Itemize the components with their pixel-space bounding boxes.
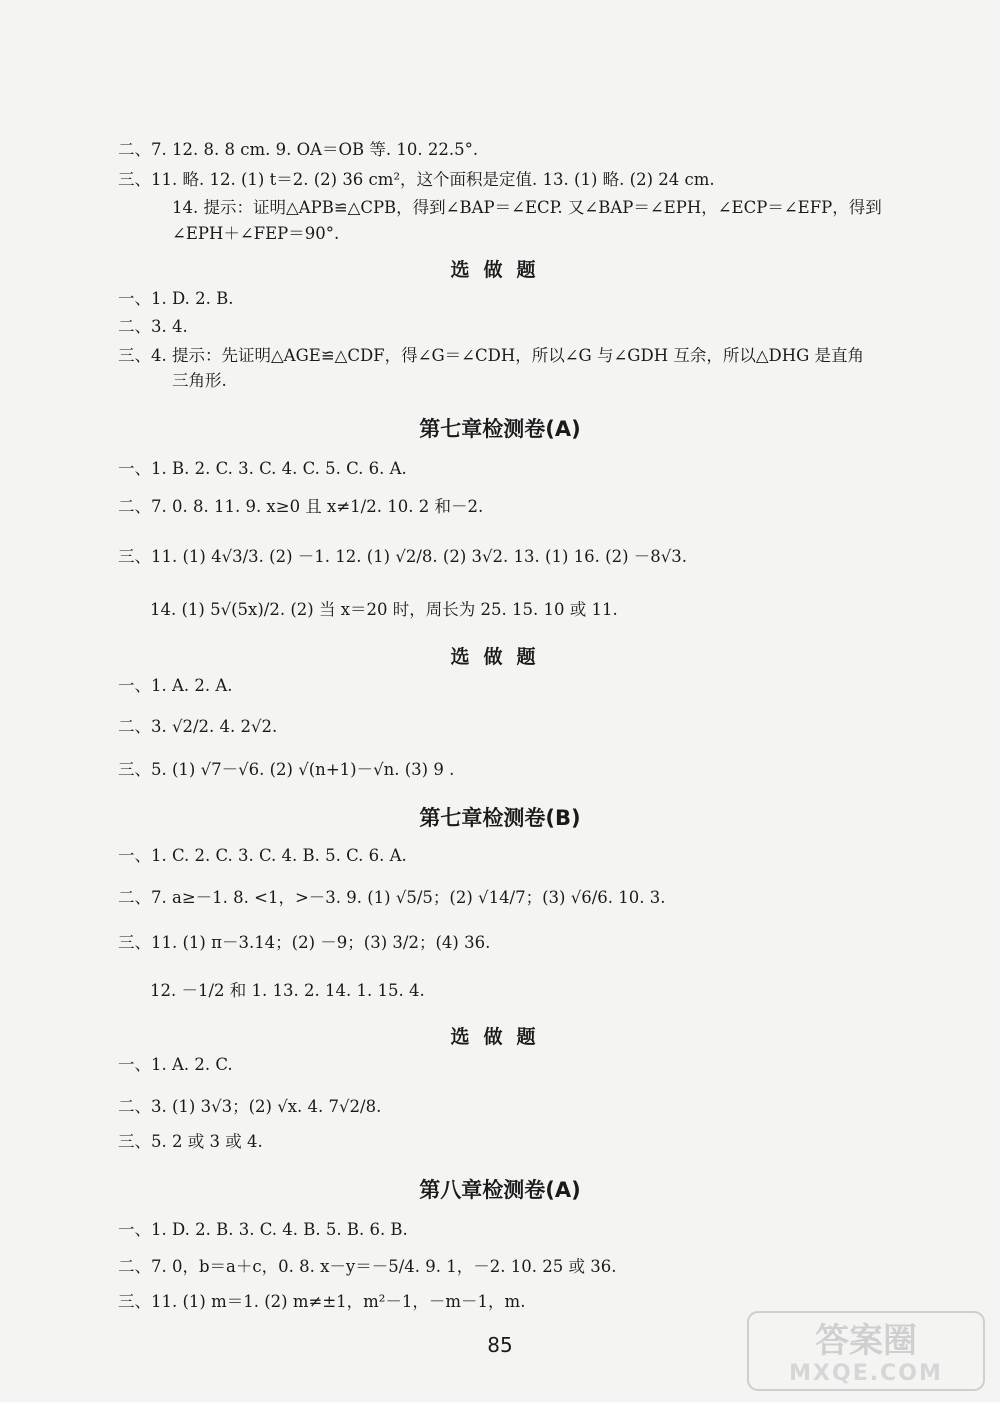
answer-line: 三、5. 2 或 3 或 4. — [118, 1132, 263, 1151]
answer-line: 三、11. (1) m＝1. (2) m≠±1，m²－1，－m－1，m. — [118, 1292, 526, 1311]
section-heading: 选做题 — [450, 259, 550, 281]
answer-line: 三、11. (1) 4√3/3. (2) －1. 12. (1) √2/8. (2) 3√2. 13. (1) 16. (2) －8√3. — [118, 547, 688, 566]
answer-line: 二、3. (1) 3√3；(2) √x. 4. 7√2/8. — [118, 1097, 382, 1116]
answer-line: 三、5. (1) √7－√6. (2) √(n+1)－√n. (3) 9 . — [118, 760, 455, 779]
answer-line: 三角形. — [172, 371, 227, 390]
answer-line: 二、7. a≥－1. 8. <1，>－3. 9. (1) √5/5；(2) √14/7；(3) √6/6. 10. 3. — [118, 888, 666, 907]
answer-line: 14. 提示：证明△APB≌△CPB，得到∠BAP＝∠ECP. 又∠BAP＝∠EPH，∠ECP＝∠EFP，得到 — [172, 198, 882, 217]
chapter-heading: 第八章检测卷(A) — [419, 1178, 581, 1202]
answer-line: 二、3. 4. — [118, 317, 188, 336]
answer-line: 三、11. 略. 12. (1) t＝2. (2) 36 cm²，这个面积是定值. 13. (1) 略. (2) 24 cm. — [118, 170, 715, 189]
page-number: 85 — [487, 1333, 513, 1357]
answer-line: 三、4. 提示：先证明△AGE≌△CDF，得∠G＝∠CDH，所以∠G 与∠GDH 互余，所以△DHG 是直角 — [118, 346, 865, 365]
svg-text:MXQE.COM: MXQE.COM — [789, 1361, 943, 1386]
answer-line: 一、1. A. 2. C. — [118, 1055, 233, 1074]
svg-text:答案圈: 答案圈 — [815, 1321, 917, 1361]
answer-line: 三、11. (1) π－3.14；(2) －9；(3) 3/2；(4) 36. — [118, 933, 491, 952]
answer-line: ∠EPH＋∠FEP＝90°. — [172, 224, 340, 243]
answer-line: 14. (1) 5√(5x)/2. (2) 当 x＝20 时，周长为 25. 15. 10 或 11. — [150, 600, 618, 619]
answer-line: 一、1. B. 2. C. 3. C. 4. C. 5. C. 6. A. — [118, 459, 407, 478]
answer-line: 一、1. D. 2. B. — [118, 289, 234, 308]
answer-line: 二、7. 12. 8. 8 cm. 9. OA＝OB 等. 10. 22.5°. — [118, 140, 479, 159]
answer-line: 一、1. C. 2. C. 3. C. 4. B. 5. C. 6. A. — [118, 846, 407, 865]
section-heading: 选做题 — [450, 1026, 550, 1048]
answer-line: 二、3. √2/2. 4. 2√2. — [118, 717, 278, 736]
chapter-heading: 第七章检测卷(B) — [419, 806, 581, 830]
answer-line: 一、1. D. 2. B. 3. C. 4. B. 5. B. 6. B. — [118, 1220, 408, 1239]
section-heading: 选做题 — [450, 646, 550, 668]
chapter-heading: 第七章检测卷(A) — [419, 417, 581, 441]
answer-line: 一、1. A. 2. A. — [118, 676, 233, 695]
watermark-logo — [746, 1310, 986, 1392]
answer-line: 12. －1/2 和 1. 13. 2. 14. 1. 15. 4. — [150, 981, 425, 1000]
answer-line: 二、7. 0. 8. 11. 9. x≥0 且 x≠1/2. 10. 2 和－2. — [118, 497, 484, 516]
answer-line: 二、7. 0，b＝a＋c，0. 8. x－y＝－5/4. 9. 1，－2. 10. 25 或 36. — [118, 1257, 617, 1276]
